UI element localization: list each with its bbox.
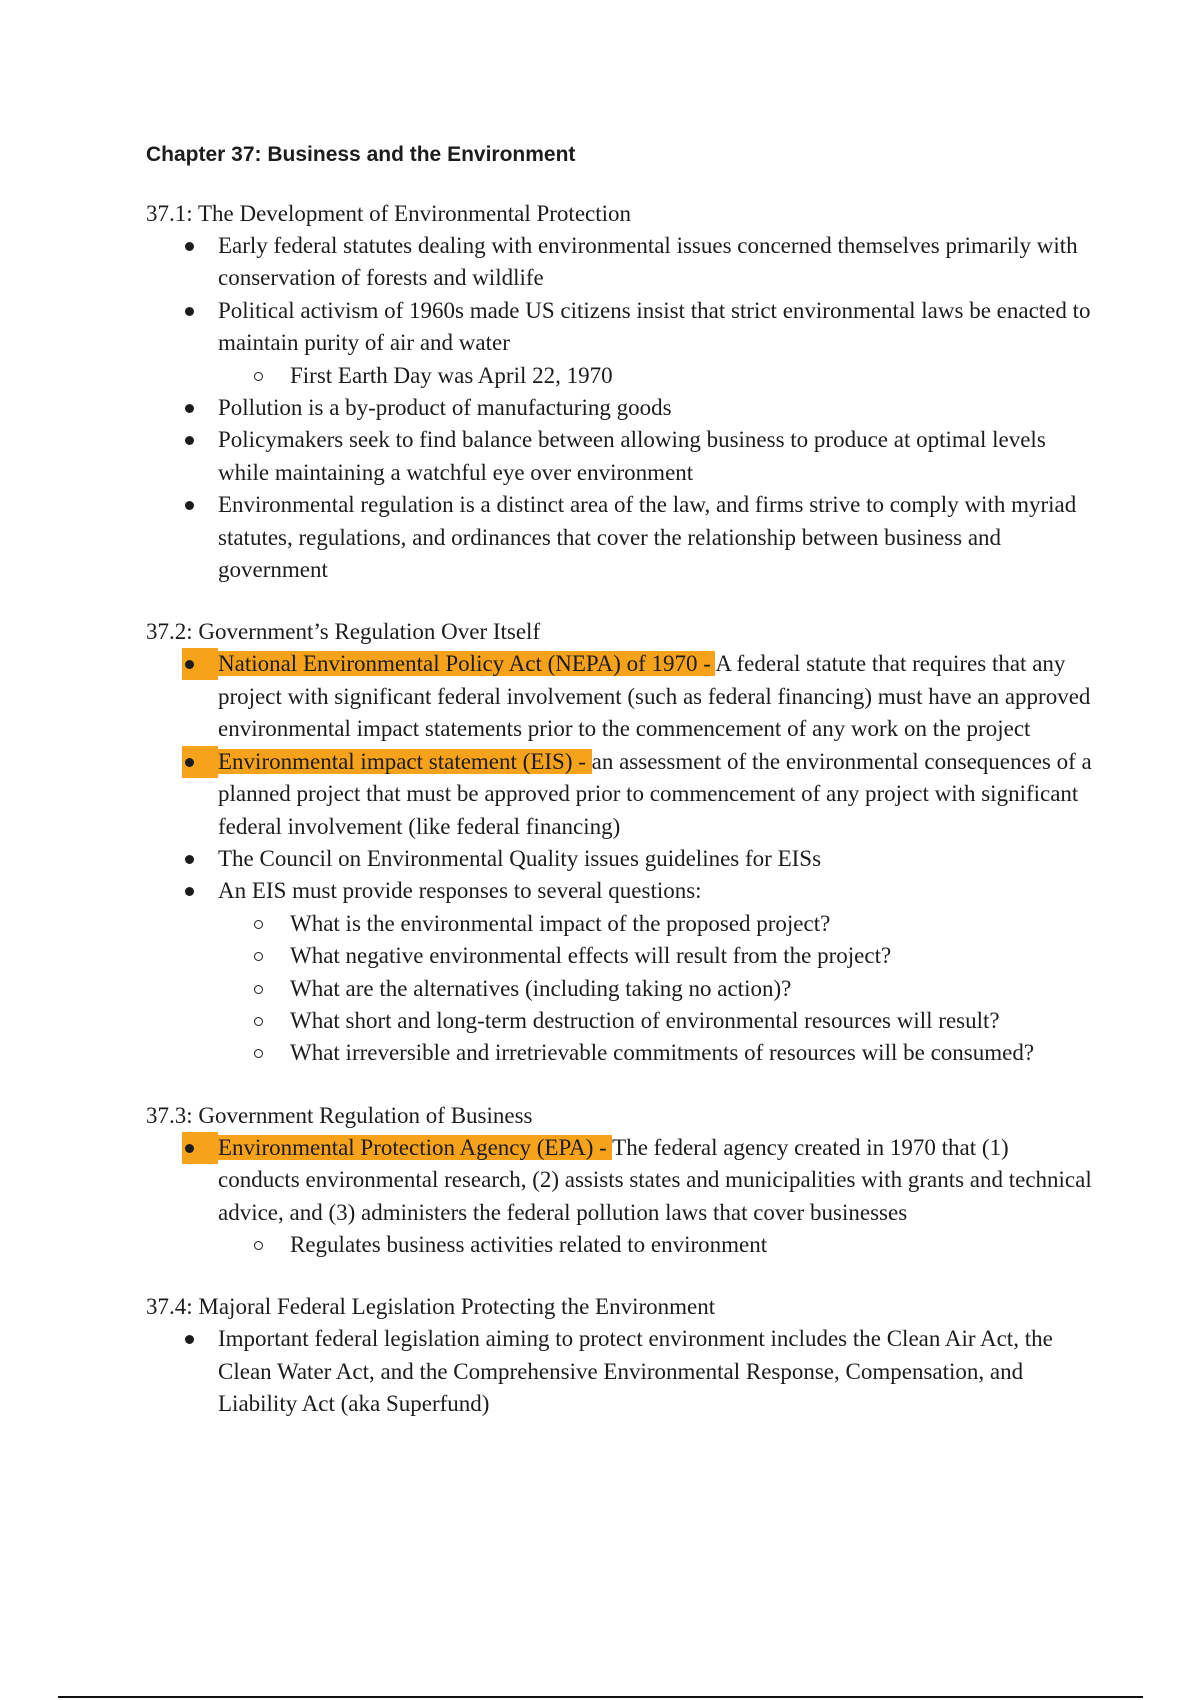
sub-list xyxy=(218,908,1096,1070)
document-page xyxy=(146,140,1096,1451)
sub-item-text: What are the alternatives (including taking no action)? xyxy=(290,975,792,1001)
circle-bullet-icon xyxy=(254,1017,263,1026)
list-item xyxy=(146,295,1096,392)
bullet-list xyxy=(146,230,1096,586)
sub-list-item xyxy=(218,940,1096,972)
sub-list xyxy=(218,1229,1096,1261)
section-heading: 37.1: The Development of Environmental Protection xyxy=(146,201,632,226)
list-item xyxy=(146,746,1096,843)
sub-list xyxy=(218,360,1096,392)
item-text: Important federal legislation aiming to protect environment includes the Clean Air Act, the Clean Water Act, and the Comprehensive Environmental Response, Compensation, and Liability Act (aka Superfund) xyxy=(218,1326,1053,1417)
page-bottom-divider xyxy=(58,1696,1143,1698)
sub-list-item xyxy=(218,908,1096,940)
bullet-icon xyxy=(182,489,218,521)
bullet-icon xyxy=(182,875,218,907)
section-heading: 37.3: Government Regulation of Business xyxy=(146,1102,533,1128)
list-item xyxy=(146,230,1096,295)
item-text: an assessment of the environmental consequences of a planned project that must be approved prior to commencement of any project with significant federal involvement (like federal financing) xyxy=(218,748,1092,839)
sub-item-text: What is the environmental impact of the proposed project? xyxy=(290,910,831,936)
section-37-4 xyxy=(146,1291,1096,1420)
sub-item-text: Regulates business activities related to environment xyxy=(290,1231,768,1257)
section-heading: 37.4: Majoral Federal Legislation Protecting the Environment xyxy=(146,1294,716,1320)
bullet-icon xyxy=(182,746,218,778)
list-item xyxy=(146,1132,1096,1262)
bullet-icon xyxy=(182,392,218,424)
bullet-list xyxy=(146,1132,1096,1262)
sub-list-item xyxy=(218,360,1096,392)
section-heading: 37.2: Government’s Regulation Over Itself xyxy=(146,619,541,645)
sub-item-text: What irreversible and irretrievable commitments of resources will be consumed? xyxy=(290,1040,1035,1066)
item-text: An EIS must provide responses to several questions: xyxy=(218,878,702,904)
highlighted-term: Environmental Protection Agency (EPA) - xyxy=(218,1134,613,1160)
bullet-icon xyxy=(182,843,218,875)
circle-bullet-icon xyxy=(254,920,263,929)
list-item xyxy=(146,648,1096,745)
section-37-2 xyxy=(146,616,1096,1069)
list-item xyxy=(146,843,1096,875)
bullet-icon xyxy=(182,424,218,456)
circle-bullet-icon xyxy=(254,952,263,961)
item-text: A federal statute that requires that any project with significant federal involvement (such as federal financing) must have an approved environmental impact statements prior to the commencement of any work on the project xyxy=(218,651,1091,742)
bullet-icon xyxy=(182,230,218,262)
highlighted-term: Environmental impact statement (EIS) - xyxy=(218,748,592,774)
sub-list-item xyxy=(218,1229,1096,1261)
sub-item-text: What negative environmental effects will result from the project? xyxy=(290,943,892,969)
bullet-icon xyxy=(182,1323,218,1355)
bullet-list xyxy=(146,1323,1096,1420)
item-text: Pollution is a by-product of manufacturing goods xyxy=(218,395,672,421)
circle-bullet-icon xyxy=(254,372,263,381)
section-37-1 xyxy=(146,198,1096,586)
sub-list-item xyxy=(218,973,1096,1005)
list-item xyxy=(146,392,1096,424)
item-text: The federal agency created in 1970 that (1) conducts environmental research, (2) assists states and municipalities with grants and technical advice, and (3) administers the federal pollution laws that cover businesses xyxy=(218,1134,1092,1225)
sub-item-text: What short and long-term destruction of environmental resources will result? xyxy=(290,1007,1000,1033)
item-text: Policymakers seek to find balance between allowing business to produce at optimal levels while maintaining a watchful eye over environment xyxy=(218,427,1046,485)
item-text: Political activism of 1960s made US citizens insist that strict environmental laws be enacted to maintain purity of air and water xyxy=(218,297,1091,356)
bullet-icon xyxy=(182,1132,218,1164)
circle-bullet-icon xyxy=(254,985,263,994)
list-item xyxy=(146,875,1096,1069)
list-item xyxy=(146,489,1096,586)
circle-bullet-icon xyxy=(254,1049,263,1058)
item-text: Early federal statutes dealing with environmental issues concerned themselves primarily with conservation of forests and wildlife xyxy=(218,233,1078,291)
sub-list-item xyxy=(218,1037,1096,1069)
highlighted-term: National Environmental Policy Act (NEPA) of 1970 - xyxy=(218,651,716,677)
sub-item-text: First Earth Day was April 22, 1970 xyxy=(290,362,613,388)
sub-list-item xyxy=(218,1005,1096,1037)
list-item xyxy=(146,1323,1096,1420)
circle-bullet-icon xyxy=(254,1241,263,1250)
chapter-title: Chapter 37: Business and the Environment xyxy=(146,143,576,166)
list-item xyxy=(146,424,1096,489)
item-text: The Council on Environmental Quality issues guidelines for EISs xyxy=(218,845,822,871)
item-text: Environmental regulation is a distinct area of the law, and firms strive to comply with myriad statutes, regulations, and ordinances that cover the relationship between business and government xyxy=(218,492,1077,583)
section-37-3 xyxy=(146,1100,1096,1262)
bullet-list xyxy=(146,648,1096,1069)
bullet-icon xyxy=(182,295,218,327)
bullet-icon xyxy=(182,648,218,680)
